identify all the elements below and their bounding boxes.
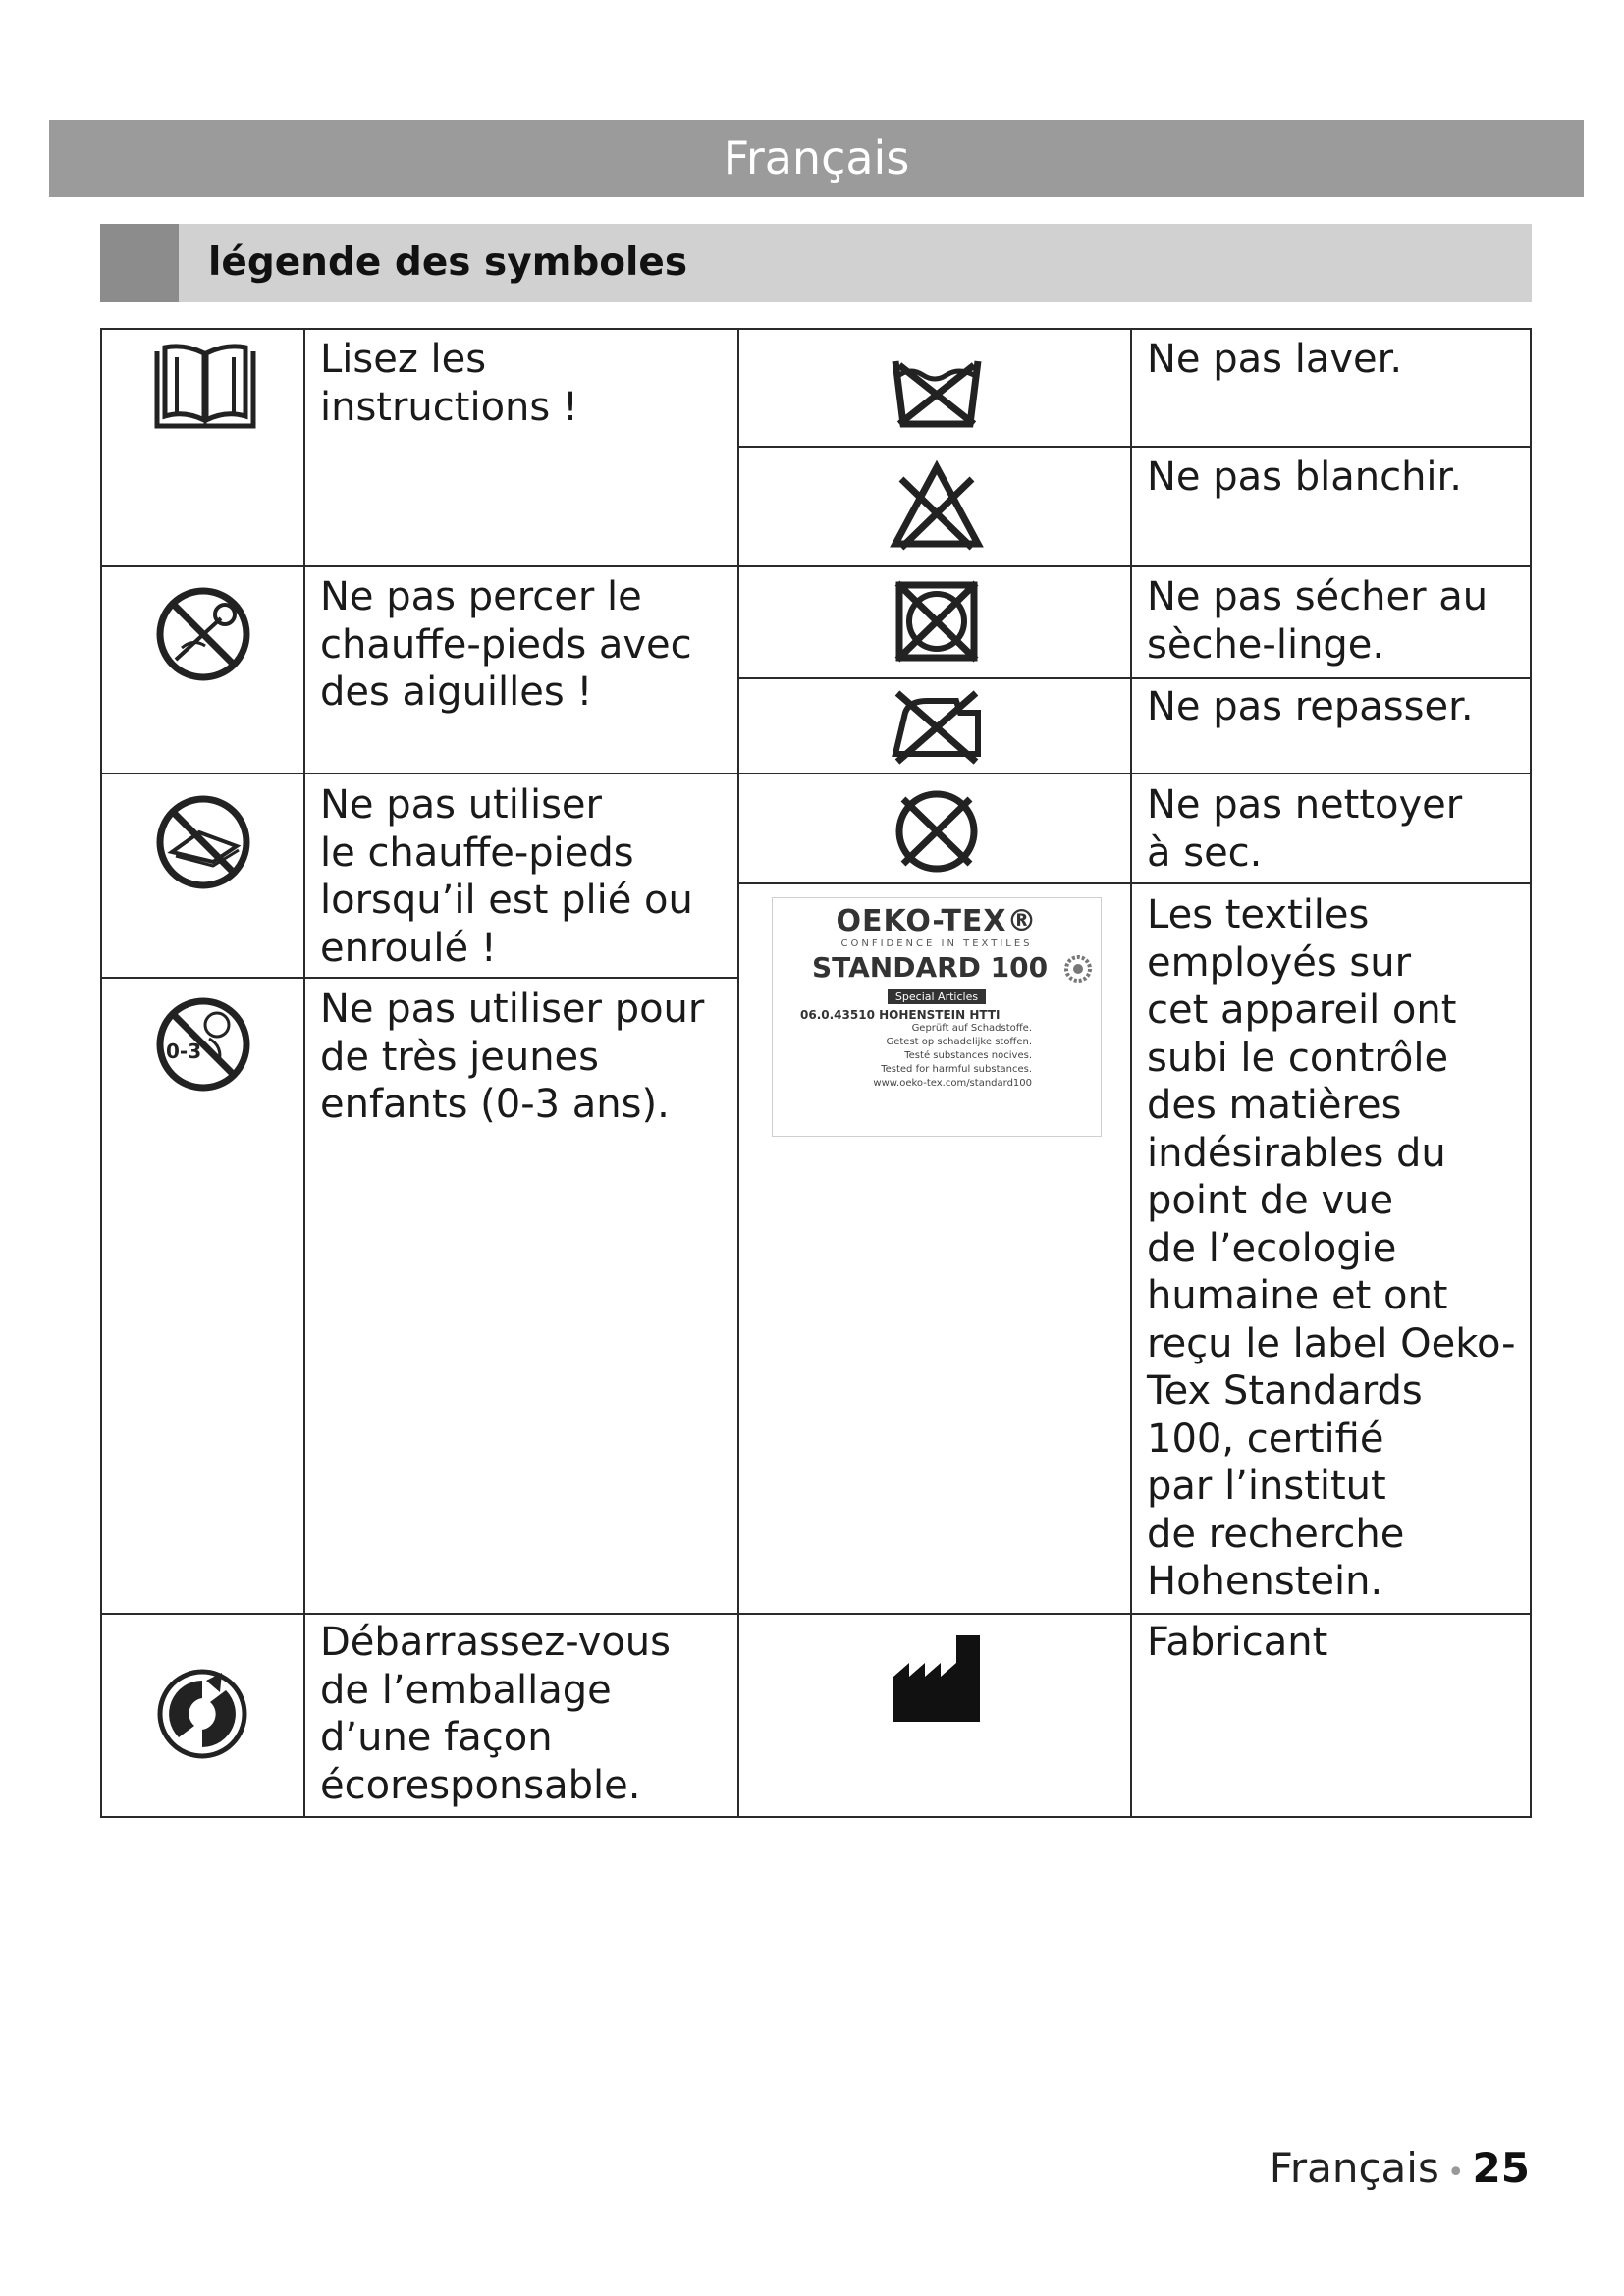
no-dry-clean-text: Ne pas nettoyer à sec. xyxy=(1147,782,1463,876)
oeko-number: 06.0.43510 HOHENSTEIN HTTI xyxy=(800,1008,1001,1022)
oeko-line: Tested for harmful substances. xyxy=(881,1064,1032,1075)
read-instructions-text: Lisez les instructions ! xyxy=(320,337,578,430)
no-needles-icon xyxy=(154,585,252,683)
oeko-tex-label xyxy=(772,897,1102,1137)
oeko-confidence: CONFIDENCE IN TEXTILES xyxy=(840,938,1033,949)
language-header: Français xyxy=(49,120,1584,197)
do-not-bleach-icon xyxy=(890,459,984,554)
oeko-flower-icon xyxy=(1061,952,1095,986)
oeko-line: www.oeko-tex.com/standard100 xyxy=(873,1078,1032,1089)
section-marker xyxy=(100,224,179,302)
oeko-standard-label: STANDARD 100 xyxy=(812,951,1049,984)
section-header xyxy=(100,224,1532,302)
footer-language: Français xyxy=(1269,2144,1439,2192)
age-label: 0-3 xyxy=(166,1040,202,1063)
section-title: légende des symboles xyxy=(208,240,688,285)
symbols-table xyxy=(100,328,1532,1818)
oeko-standard xyxy=(773,951,1101,986)
no-children-0-3-icon xyxy=(154,995,252,1094)
oeko-line: Geprüft auf Schadstoffe. xyxy=(911,1023,1032,1034)
no-young-children-text: Ne pas utiliser pour de très jeunes enfants (0-3 ans). xyxy=(320,987,705,1127)
oeko-tex-text: Les textiles employés sur cet appareil ont subi le contrôle des matières indésirables du point de vue de l’ecologie humaine et ont reçu le label Oeko- Tex Standards 100, certifié par l’institut de recherche Hohenstein. xyxy=(1147,892,1516,1604)
no-folded-text: Ne pas utiliser le chauffe-pieds lorsqu’il est plié ou enroulé ! xyxy=(320,782,693,971)
green-dot-recycle-icon xyxy=(155,1667,249,1761)
no-folded-icon xyxy=(154,793,252,891)
no-needles-text: Ne pas percer le chauffe-pieds avec des aiguilles ! xyxy=(320,574,692,715)
do-not-wash-icon xyxy=(890,353,984,432)
recycle-text: Débarrassez-vous de l’emballage d’une façon écoresponsable. xyxy=(320,1620,671,1808)
page-footer xyxy=(1270,2144,1530,2192)
do-not-iron-icon xyxy=(888,687,986,766)
no-tumble-dry-text: Ne pas sécher au sèche-linge. xyxy=(1147,574,1489,667)
manufacturer-text: Fabricant xyxy=(1147,1620,1328,1665)
oeko-special-badge: Special Articles xyxy=(888,989,986,1004)
oeko-line: Getest op schadelijke stoffen. xyxy=(886,1037,1032,1047)
do-not-tumble-dry-icon xyxy=(892,579,982,664)
no-bleach-text: Ne pas blanchir. xyxy=(1147,454,1463,500)
oeko-brand: OEKO-TEX® xyxy=(836,904,1038,938)
page-number: 25 xyxy=(1472,2144,1530,2192)
oeko-line: Testé substances nocives. xyxy=(904,1050,1032,1061)
manufacturer-factory-icon xyxy=(892,1633,982,1724)
manual-book-icon xyxy=(151,342,259,436)
no-iron-text: Ne pas repasser. xyxy=(1147,684,1474,729)
do-not-dry-clean-icon xyxy=(892,787,982,876)
no-wash-text: Ne pas laver. xyxy=(1147,337,1403,382)
footer-separator: • xyxy=(1446,2156,1465,2190)
